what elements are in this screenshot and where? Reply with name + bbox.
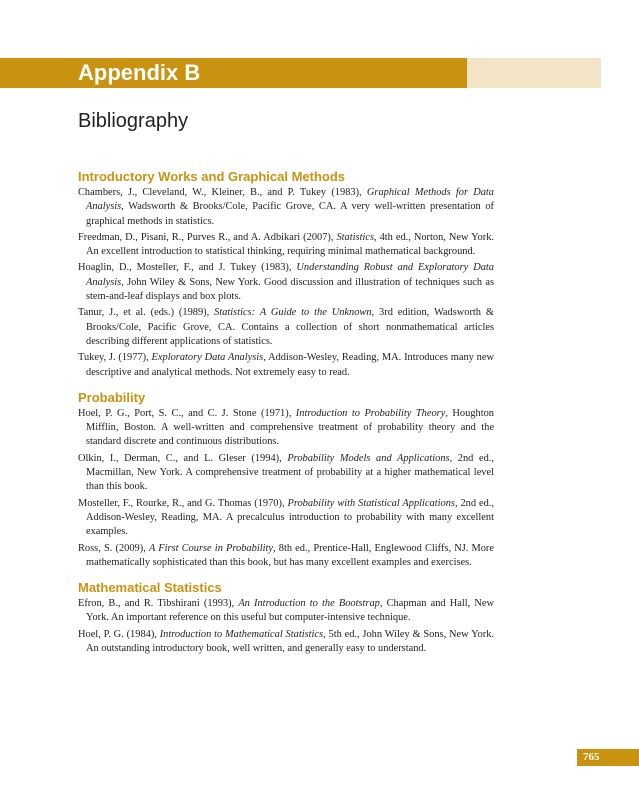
section-mathematical-statistics bbox=[78, 579, 494, 656]
section-probability bbox=[78, 389, 494, 570]
bibliography-entry: Olkin, I., Derman, C., and L. Gleser (1994), Probability Models and Applications, 2nd ed., Macmillan, New York. A comprehensive treatment of probability at a higher mathematical level than this book. bbox=[78, 452, 494, 493]
appendix-title: Appendix B bbox=[78, 60, 201, 85]
bibliography-entry: Efron, B., and R. Tibshirani (1993), An Introduction to the Bootstrap, Chapman and Hall, New York. An important reference on this useful but computer-intensive technique. bbox=[78, 598, 495, 624]
section-heading: Introductory Works and Graphical Methods bbox=[78, 169, 346, 184]
bibliography-entry: Tanur, J., et al. (eds.) (1989), Statistics: A Guide to the Unknown, 3rd edition, Wadsworth & Brooks/Cole, Pacific Grove, CA. Contains a collection of short nonmathematical articles describing different applications of statistics. bbox=[78, 307, 494, 347]
entry-title: Introduction to Mathematical Statistics bbox=[159, 628, 324, 640]
bibliography-entry: Hoaglin, D., Mosteller, F., and J. Tukey (1983), Understanding Robust and Exploratory Data Analysis, John Wiley & Sons, New York. Good discussion and illustration of techniques such as stem-and-leaf displays and box plots. bbox=[78, 262, 494, 303]
section-introductory-works bbox=[78, 168, 494, 380]
page-number-tab bbox=[577, 749, 639, 766]
page-number: 765 bbox=[583, 751, 600, 763]
entry-title: Statistics bbox=[336, 231, 374, 243]
entry-title: Introduction to Probability Theory bbox=[295, 407, 446, 419]
bibliography-entry: Tukey, J. (1977), Exploratory Data Analysis, Addison-Wesley, Reading, MA. Introduces many new descriptive and analytical methods. Not extremely easy to read. bbox=[78, 352, 494, 378]
bibliography-content bbox=[78, 168, 494, 665]
bibliography-entry: Hoel, P. G., Port, S. C., and C. J. Stone (1971), Introduction to Probability Theory, Houghton Mifflin, Boston. A well-written and comprehensive treatment of probability theory and the standard discrete and continuous distributions. bbox=[78, 407, 494, 448]
entry-title: Statistics: A Guide to the Unknown bbox=[214, 307, 372, 319]
bibliography-entry: Freedman, D., Pisani, R., Purves R., and A. Adbikari (2007), Statistics, 4th ed., Norton, New York. An excellent introduction to statistical thinking, requiring minimal mathematical background. bbox=[78, 231, 494, 258]
bibliography-entry: Ross, S. (2009), A First Course in Probability, 8th ed., Prentice-Hall, Englewood Cliffs, NJ. More mathematically sophisticated than this book, but has many excellent examples and exercises. bbox=[78, 542, 495, 568]
entry-title: Understanding Robust and Exploratory Data Analysis bbox=[86, 262, 494, 288]
appendix-banner bbox=[0, 58, 601, 88]
bibliography-entry: Mosteller, F., Rourke, R., and G. Thomas (1970), Probability with Statistical Applications, 2nd ed., Addison-Wesley, Reading, MA. A precalculus introduction to probability with many excellent examples. bbox=[78, 497, 494, 538]
bibliography-entry: Hoel, P. G. (1984), Introduction to Mathematical Statistics, 5th ed., John Wiley & Sons, New York. An outstanding introductory book, well written, and generally easy to understand. bbox=[78, 628, 494, 655]
bibliography-entry: Chambers, J., Cleveland, W., Kleiner, B., and P. Tukey (1983), Graphical Methods for Data Analysis, Wadsworth & Brooks/Cole, Pacific Grove, CA. A very well-written presentation of graphical methods in statistics. bbox=[78, 187, 494, 227]
entry-title: Exploratory Data Analysis bbox=[151, 352, 264, 364]
entry-title: A First Course in Probability bbox=[148, 542, 273, 554]
entry-title: Graphical Methods for Data Analysis bbox=[86, 187, 494, 213]
section-heading: Probability bbox=[78, 389, 146, 405]
entry-title: Probability with Statistical Applications bbox=[287, 497, 455, 509]
section-heading: Mathematical Statistics bbox=[78, 580, 222, 596]
entry-title: An Introduction to the Bootstrap bbox=[238, 598, 380, 610]
entry-title: Probability Models and Applications bbox=[287, 452, 450, 464]
page-title: Bibliography bbox=[78, 110, 189, 132]
appendix-banner-accent bbox=[0, 58, 467, 88]
